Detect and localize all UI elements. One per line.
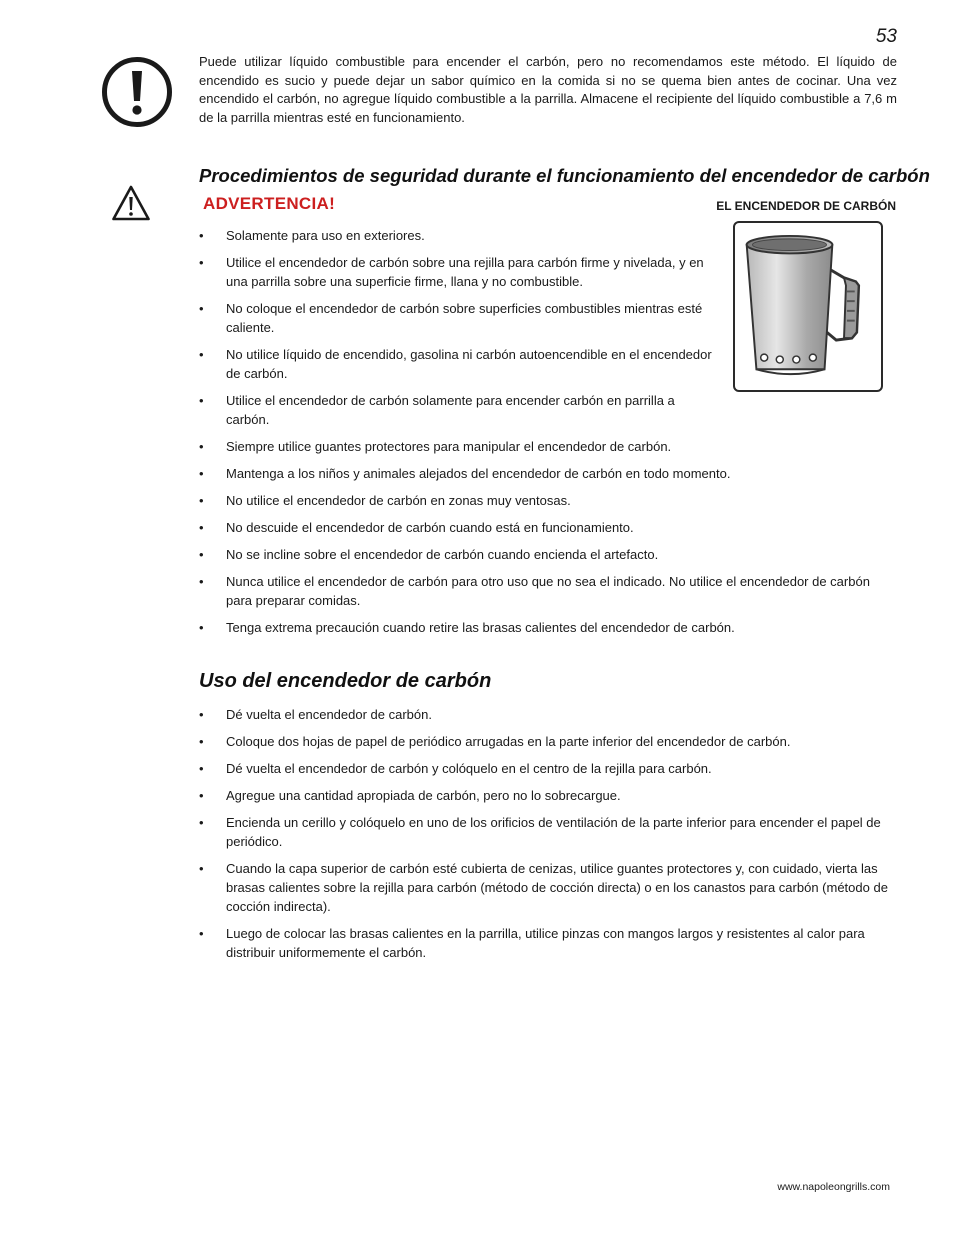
usage-section-title: Uso del encendedor de carbón [199, 670, 492, 692]
list-item: • No utilice el encendedor de carbón en zonas muy ventosas. [199, 491, 899, 510]
list-item: • Cuando la capa superior de carbón esté cubierta de cenizas, utilice guantes protectores y, con cuidado, vierta las brasas calientes sobre la rejilla para carbón (método de cocción directa) o en los canastos para carbón (método de cocción indirecta). [199, 859, 899, 916]
footer-url: www.napoleongrills.com [777, 1181, 890, 1193]
list-item: • Luego de colocar las brasas calientes en la parrilla, utilice pinzas con mangos largos y resistentes al calor para distribuir uniformemente el carbón. [199, 924, 899, 962]
warning-triangle-icon [111, 184, 151, 222]
list-item: • No coloque el encendedor de carbón sobre superficies combustibles mientras esté caliente. [199, 299, 721, 337]
list-item: • No utilice líquido de encendido, gasolina ni carbón autoencendible en el encendedor de carbón. [199, 345, 721, 383]
list-item: • Siempre utilice guantes protectores para manipular el encendedor de carbón. [199, 437, 899, 456]
list-item: • No se incline sobre el encendedor de carbón cuando encienda el artefacto. [199, 545, 899, 564]
fuel-notice-text: Puede utilizar líquido combustible para encender el carbón, pero no recomendamos este método. El líquido de encendido es sucio y puede dejar un sabor químico en la comida si no se quema bien antes de cocinar. Una vez encendido el carbón, no agregue líquido combustible a la parrilla. Almacene el recipiente del líquido combustible a 7,6 m de la parrilla mientras esté en funcionamiento. [199, 54, 897, 125]
list-item: • Mantenga a los niños y animales alejados del encendedor de carbón en todo momento. [199, 464, 899, 483]
safety-section-title: Procedimientos de seguridad durante el funcionamiento del encendedor de carbón [199, 165, 930, 186]
list-item: • Nunca utilice el encendedor de carbón para otro uso que no sea el indicado. No utilice el encendedor de carbón para preparar comidas. [199, 572, 899, 610]
list-item: • Solamente para uso en exteriores. [199, 226, 721, 245]
list-item: • Utilice el encendedor de carbón sobre una rejilla para carbón firme y nivelada, y en una parrilla sobre una superficie firme, llana y no combustible. [199, 253, 721, 291]
list-item: • Dé vuelta el encendedor de carbón y colóquelo en el centro de la rejilla para carbón. [199, 759, 899, 778]
list-item: • Tenga extrema precaución cuando retire las brasas calientes del encendedor de carbón. [199, 618, 899, 637]
safety-list [199, 226, 899, 645]
list-item: • Dé vuelta el encendedor de carbón. [199, 705, 899, 724]
list-item: • Agregue una cantidad apropiada de carbón, pero no lo sobrecargue. [199, 786, 899, 805]
list-item: • Encienda un cerillo y colóquelo en uno de los orificios de ventilación de la parte inferior para encender el papel de periódico. [199, 813, 899, 851]
list-item: • No descuide el encendedor de carbón cuando está en funcionamiento. [199, 518, 899, 537]
usage-list [199, 705, 899, 970]
list-item: • Utilice el encendedor de carbón solamente para encender carbón en parrilla a carbón. [199, 391, 721, 429]
figure-caption: EL ENCENDEDOR DE CARBÓN [716, 199, 896, 213]
list-item: • Coloque dos hojas de papel de periódico arrugadas en la parte inferior del encendedor de carbón. [199, 732, 899, 751]
warning-label: ADVERTENCIA! [203, 194, 336, 213]
exclamation-icon [101, 56, 173, 128]
page-number: 53 [875, 26, 897, 47]
